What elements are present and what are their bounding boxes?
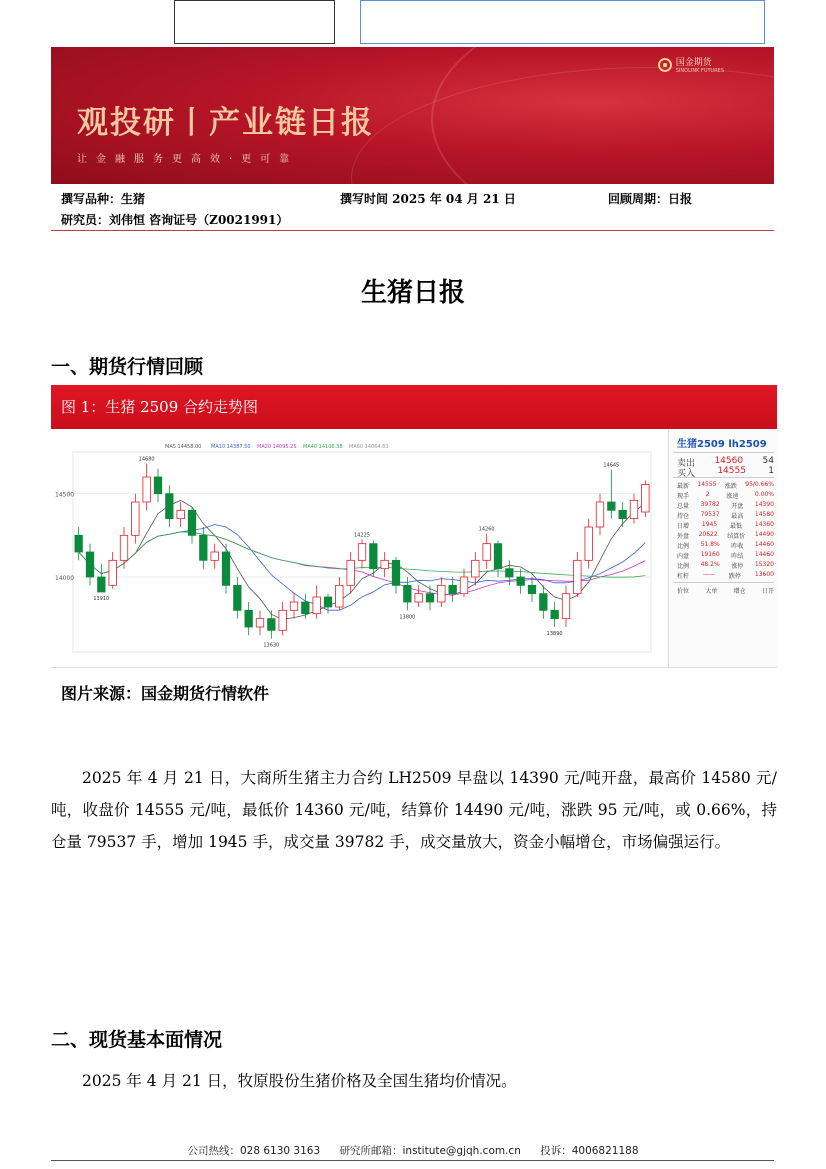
section-1-paragraph: 2025 年 4 月 21 日，大商所生猪主力合约 LH2509 早盘以 14390 元/吨开盘，最高价 14580 元/吨，收盘价 14555 元/吨，最低价 14360 元/吨，结算价 14490 元/吨，涨跌 95 元/吨，或 0.66%，持仓量 79537 手，增加 1945 手，成交量 39782 手，成交量放大，资金小幅增仓，市场偏强运行。	[51, 769, 777, 851]
quote-sell-price: 14560	[714, 456, 744, 466]
y-tick-label: 14500	[55, 491, 75, 499]
quote-row: 比例 51.8% 昨收 14460	[677, 541, 774, 550]
footer-complaint: 投诉：4006821188	[540, 1145, 639, 1157]
candle-body	[642, 485, 649, 513]
candle-body	[302, 602, 309, 614]
candle-body	[245, 610, 252, 627]
candle-body	[528, 585, 535, 593]
footer-email[interactable]: 研究所邮箱：institute@gjqh.com.cn	[339, 1145, 521, 1157]
candle-body	[358, 544, 365, 561]
candle-body	[86, 552, 93, 577]
candle-body	[222, 552, 229, 585]
candle-body	[608, 502, 615, 510]
y-tick-label: 14000	[55, 575, 75, 582]
candle-body	[120, 535, 127, 560]
candle-body	[381, 560, 388, 568]
quote-row: 外盘 20622 结算价 14490	[677, 531, 774, 540]
logo-name: 国金期货	[675, 58, 712, 68]
candle-body	[188, 510, 195, 535]
candlestick-chart	[51, 430, 668, 667]
candle-body	[290, 602, 297, 610]
quote-row: 持仓 79537 最高 14580	[677, 511, 774, 520]
quote-row: 杠杆 —— 跌停 13600	[677, 571, 774, 580]
figure-source: 图片来源：国金期货行情软件	[61, 684, 270, 703]
quote-buy-volume: 1	[768, 466, 774, 476]
quote-sell-volume: 54	[762, 456, 774, 466]
candle-body	[540, 594, 547, 611]
candle-body	[234, 585, 241, 610]
figure-1-chart	[51, 430, 777, 668]
quote-row: 现手 2 涨速 0.00%	[677, 491, 774, 500]
candle-body	[313, 597, 320, 614]
ma-legend-label: MA40 14106.38	[303, 444, 343, 450]
candle-body	[336, 585, 343, 607]
candle-body	[426, 594, 433, 602]
candle-body	[211, 552, 218, 560]
candle-body	[75, 535, 82, 552]
quote-panel	[668, 430, 778, 667]
candle-body	[517, 577, 524, 585]
section-1-heading: 一、期货行情回顾	[51, 356, 204, 378]
candle-body	[98, 577, 105, 592]
candle-body	[483, 544, 490, 561]
company-logo	[658, 55, 724, 74]
figure-1-title: 图 1：生猪 2509 合约走势图	[51, 385, 777, 429]
price-annotation: 14680	[138, 456, 155, 463]
candle-body	[256, 619, 263, 627]
quote-row: 最新 14555 涨跌 95/0.66%	[677, 481, 774, 490]
price-annotation: 13630	[263, 642, 280, 649]
candle-body	[460, 577, 467, 594]
quote-row: 比例 48.2% 涨停 15320	[677, 561, 774, 570]
price-annotation: 14225	[354, 532, 370, 539]
candle-body	[630, 500, 637, 518]
footer-divider	[51, 1160, 774, 1161]
page-footer	[0, 1143, 826, 1158]
quote-title: 生猪2509 lh2509	[677, 439, 767, 450]
candle-body	[370, 544, 377, 569]
candle-body	[574, 560, 581, 593]
price-annotation: 13800	[399, 614, 416, 621]
quote-rows	[669, 480, 778, 580]
ma-legend-label: MA20 14095.25	[257, 444, 297, 450]
section-2-paragraph: 2025 年 4 月 21 日，牧原股份生猪价格及全国生猪均价情况。	[82, 1072, 517, 1090]
ma-legend-label: MA5 14458.00	[165, 444, 202, 450]
price-annotation: 13910	[93, 596, 110, 602]
candle-body	[619, 510, 626, 518]
candle-body	[472, 560, 479, 577]
logo-mark-icon	[658, 58, 672, 72]
meta-period: 回顾周期：日报	[608, 192, 693, 206]
report-banner	[51, 47, 774, 184]
banner-decoration-2	[351, 67, 774, 184]
quote-row: 日增 1945 最低 14360	[677, 521, 774, 530]
meta-variety: 撰写品种：生猪	[61, 192, 146, 206]
quote-footer: 价位 大单 增仓 日开	[677, 588, 774, 595]
quote-row: 总量 39782 开盘 14390	[677, 501, 774, 510]
candle-body	[347, 560, 354, 585]
candle-body	[200, 535, 207, 560]
quote-sell-row: 卖出 14560 54	[677, 456, 774, 469]
candle-body	[324, 597, 331, 607]
candle-body	[154, 477, 161, 494]
banner-slogan: 让金融服务更高效·更可靠	[77, 154, 299, 165]
meta-divider	[51, 230, 774, 231]
candle-body	[585, 527, 592, 560]
banner-title: 观投研丨产业链日报	[77, 105, 374, 141]
candle-body	[392, 560, 399, 585]
candle-body	[494, 544, 501, 569]
footer-hotline: 公司热线：028 6130 3163	[187, 1145, 321, 1157]
section-2-heading: 二、现货基本面情况	[51, 1029, 223, 1051]
candle-body	[449, 585, 456, 593]
quote-buy-price: 14555	[717, 466, 746, 476]
candle-body	[166, 494, 173, 519]
price-annotation: 14645	[603, 462, 620, 469]
header-box-right	[360, 0, 765, 44]
candle-body	[551, 610, 558, 618]
header-box-left	[174, 0, 335, 44]
price-annotation: 13890	[546, 631, 563, 637]
meta-researcher: 研究员：刘伟恒 咨询证号（Z0021991）	[61, 213, 289, 227]
candle-body	[438, 585, 445, 602]
candle-body	[506, 569, 513, 577]
document-title: 生猪日报	[360, 278, 465, 308]
quote-buy-row: 买入 14555 1	[677, 466, 774, 479]
quote-row: 内盘 19160 昨结 14460	[677, 551, 774, 560]
ma-legend-label: MA10 14387.50	[211, 444, 251, 450]
candle-body	[279, 610, 286, 630]
candle-body	[268, 619, 275, 631]
candle-body	[143, 477, 150, 502]
candle-body	[132, 502, 139, 535]
logo-subtitle: SINOLINK FUTURES	[675, 68, 724, 74]
candle-body	[109, 560, 116, 585]
candle-body	[177, 510, 184, 518]
candle-body	[562, 594, 569, 619]
candle-body	[596, 502, 603, 527]
price-annotation: 14260	[478, 526, 495, 533]
candle-body	[415, 594, 422, 602]
candle-body	[404, 585, 411, 602]
ma-legend-label: MA60 14064.83	[349, 444, 389, 450]
meta-write-time: 撰写时间 2025 年 04 月 21 日	[340, 192, 516, 206]
